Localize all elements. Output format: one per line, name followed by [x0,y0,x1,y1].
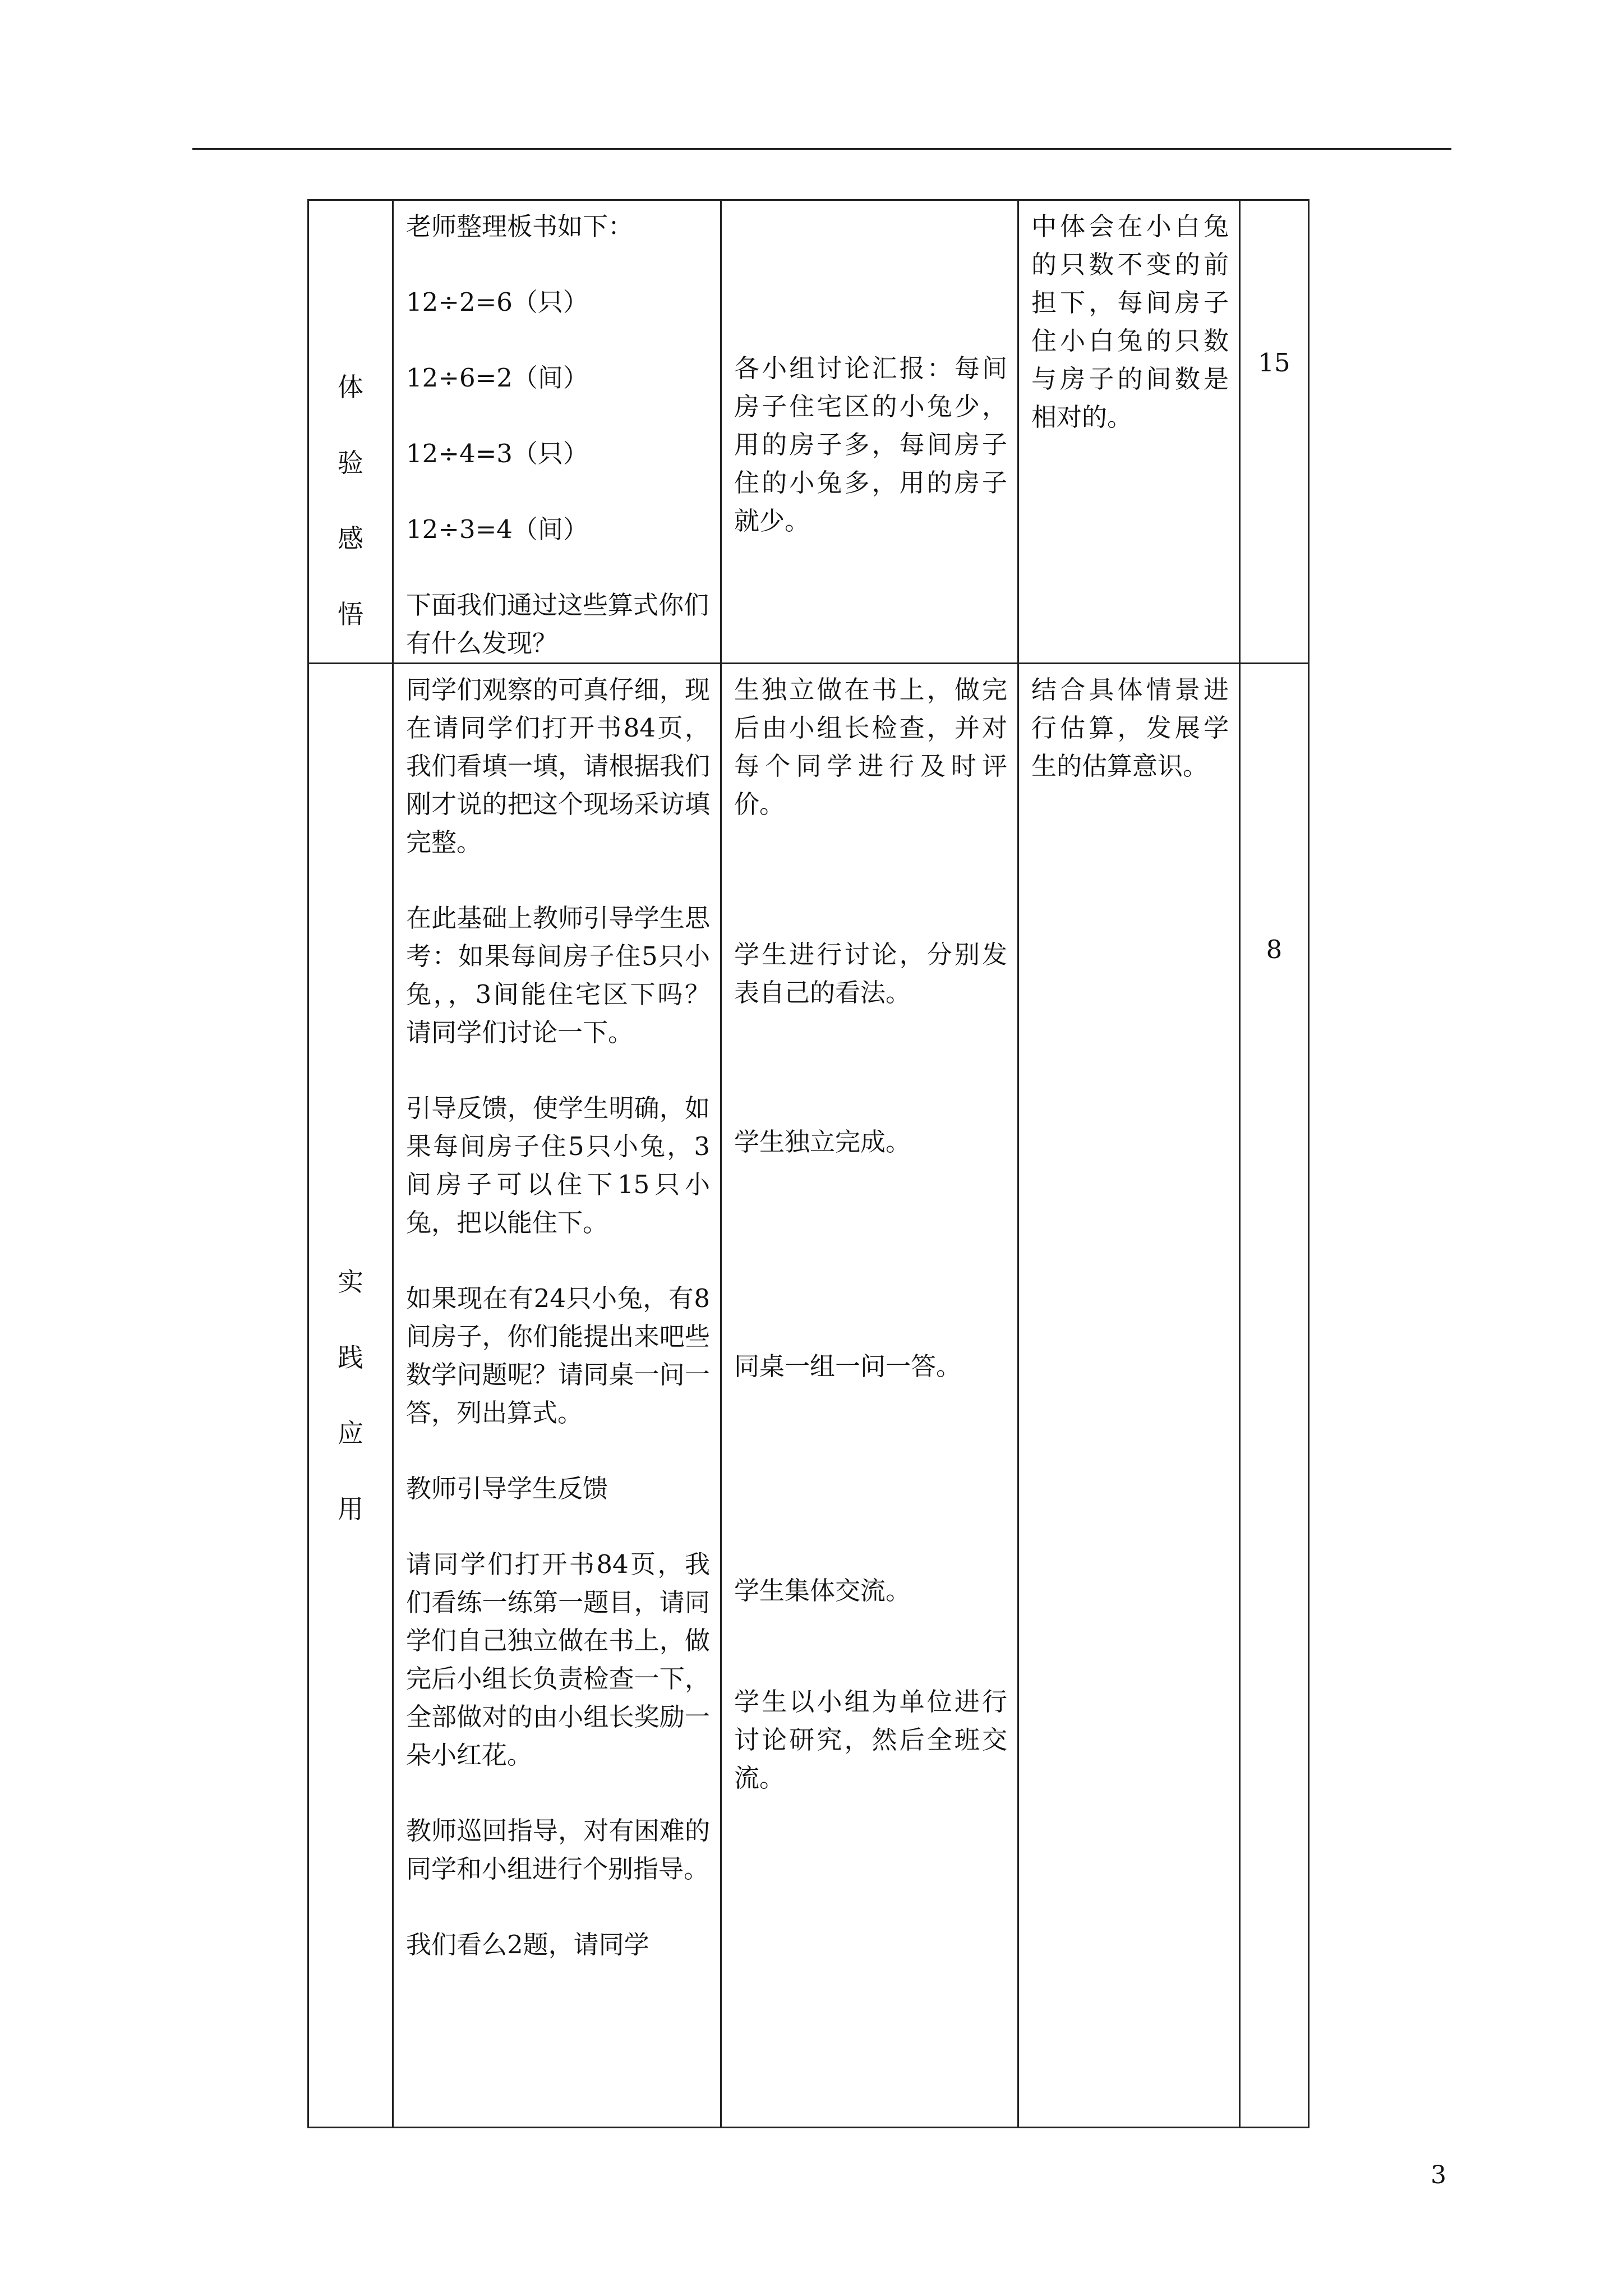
phase-char: 悟 [338,599,363,629]
student-paragraph: 生独立做在书上，做完后由小组长检查，并对每个同学进行及时评价。 [734,675,1007,819]
teacher-paragraph: 在此基础上教师引导学生思考：如果每间房子住5只小兔，，3间能住宅区下吗？请同学们讨论一下。 [406,903,710,1047]
design-intent-cell [1018,200,1240,664]
student-paragraph: 学生进行讨论，分别发表自己的看法。 [734,940,1007,1007]
phase-char: 实 [338,1266,363,1297]
phase-char: 用 [338,1493,363,1524]
student-paragraph: 同桌一组一问一答。 [734,1351,962,1381]
student-paragraph: 学生集体交流。 [734,1576,911,1605]
phase-char: 验 [338,448,363,478]
teacher-paragraph: 教师引导学生反馈 [406,1474,608,1503]
student-paragraph: 学生独立完成。 [734,1127,911,1157]
minutes-cell [1240,200,1309,664]
teacher-paragraph: 请同学们打开书84页，我们看练一练第一题目，请同学们自己独立做在书上，做完后小组长负责检查一下，全部做对的由小组长奖励一朵小红花。 [406,1549,710,1770]
phase-char: 感 [338,523,363,554]
lesson-plan-table [307,199,1310,2128]
teacher-paragraph: 如果现在有24只小兔，有8间房子，你们能提出来吧些数学问题呢？请同桌一问一答，列出算式。 [406,1283,710,1428]
intent-paragraph: 结合具体情景进行估算，发展学生的估算意识。 [1031,675,1229,781]
header-rule [192,148,1451,150]
phase-char: 体 [338,372,363,402]
minutes-value: 8 [1266,935,1283,964]
table-row-experience [308,200,1309,664]
teacher-activity-cell [393,664,721,2128]
phase-cell-practice [308,664,393,2128]
equation-line: 12÷4=3（只） [406,439,588,468]
student-activity-cell [721,200,1018,664]
phase-char: 应 [338,1418,363,1448]
teacher-paragraph: 老师整理板书如下： [406,211,634,241]
teacher-activity-cell [393,200,721,664]
student-paragraph: 学生以小组为单位进行讨论研究，然后全班交流。 [734,1687,1007,1793]
teacher-paragraph: 下面我们通过这些算式你们有什么发现？ [406,590,709,658]
equation-line: 12÷3=4（间） [406,514,588,544]
equation-line: 12÷6=2（间） [406,363,588,393]
student-paragraph: 各小组讨论汇报：每间房子住宅区的小兔少，用的房子多，每间房子住的小兔多，用的房子就少。 [734,353,1007,536]
equation-line: 12÷2=6（只） [406,287,588,317]
student-activity-cell [721,664,1018,2128]
teacher-paragraph: 教师巡回指导，对有困难的同学和小组进行个别指导。 [406,1816,710,1884]
phase-char: 践 [338,1342,363,1373]
intent-paragraph: 中体会在小白兔的只数不变的前担下，每间房子住小白兔的只数与房子的间数是相对的。 [1031,211,1229,432]
teacher-paragraph: 我们看么2题，请同学 [406,1930,649,1959]
minutes-value: 15 [1258,348,1290,378]
table-row-practice [308,664,1309,2128]
minutes-cell [1240,664,1309,2128]
page-number: 3 [1431,2161,1446,2189]
design-intent-cell [1018,664,1240,2128]
teacher-paragraph: 引导反馈，使学生明确，如果每间房子住5只小兔，3间房子可以住下15只小兔，把以能住下。 [406,1093,710,1237]
teacher-paragraph: 同学们观察的可真仔细，现在请同学们打开书84页，我们看填一填，请根据我们刚才说的把这个现场采访填完整。 [406,675,710,857]
phase-cell-experience [308,200,393,664]
